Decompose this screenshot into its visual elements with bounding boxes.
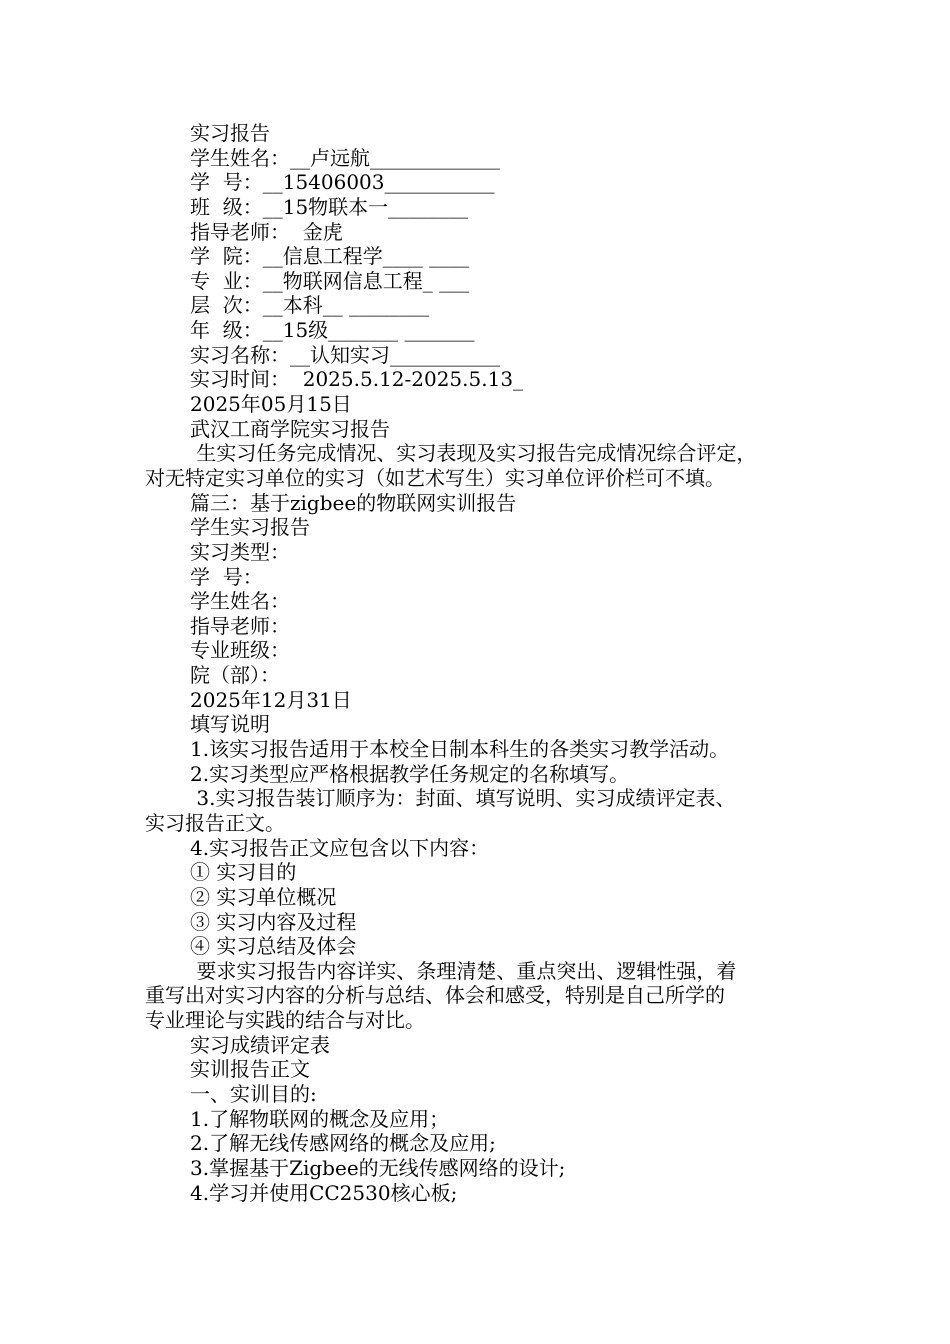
document-line: 实习成绩评定表: [190, 1032, 330, 1057]
document-line: 1.了解物联网的概念及应用；: [190, 1106, 450, 1131]
document-line: 实习名称：__认知实习___________: [190, 342, 500, 367]
document-line: 实习报告: [190, 121, 270, 145]
document-line: 要求实习报告内容详实、条理清楚、重点突出、逻辑性强，着: [190, 958, 737, 983]
document-line: 实习报告正文。: [145, 810, 285, 835]
document-line: 学生姓名：__卢远航_____________: [190, 145, 500, 170]
document-line: 专 业：__物联网信息工程_ ___: [190, 268, 470, 293]
document-body: [145, 121, 825, 1205]
document-line: 2.实习类型应严格根据教学任务规定的名称填写。: [190, 761, 630, 786]
document-line: 年 级：__15级_______ _______: [190, 318, 475, 343]
document-line: 专业班级：: [190, 638, 290, 663]
document-line: 填写说明: [190, 712, 270, 737]
document-line: 学 号：: [190, 564, 263, 589]
document-line: 专业理论与实践的结合与对比。: [145, 1008, 425, 1033]
document-line: ③ 实习内容及过程: [190, 909, 357, 934]
document-line: 学生姓名：: [190, 589, 290, 614]
document-line: 实习时间： 2025.5.12-2025.5.13_: [190, 367, 524, 392]
document-line: 实习类型：: [190, 539, 290, 564]
document-line: 4.学习并使用CC2530核心板;: [190, 1180, 458, 1205]
document-line: 4.实习报告正文应包含以下内容：: [190, 835, 490, 860]
document-line: ④ 实习总结及体会: [190, 934, 357, 959]
document-line: 武汉工商学院实习报告: [190, 416, 390, 441]
document-line: 班 级：__15物联本一________: [190, 194, 469, 219]
document-line: 对无特定实习单位的实习（如艺术写生）实习单位评价栏可不填。: [145, 465, 725, 490]
document-line: 实训报告正文: [190, 1057, 310, 1082]
document-line: 学 号：__15406003___________: [190, 170, 495, 195]
document-line: ① 实习目的: [190, 860, 297, 885]
document-line: 指导老师：: [190, 613, 290, 638]
document-line: 2025年05月15日: [190, 392, 352, 417]
document-line: 院（部）：: [190, 663, 280, 688]
document-line: 2025年12月31日: [190, 687, 352, 712]
document-line: 3.实习报告装订顺序为：封面、填写说明、实习成绩评定表、: [190, 786, 736, 811]
document-line: 指导老师： 金虎: [190, 219, 343, 244]
document-line: 篇三：基于zigbee的物联网实训报告: [190, 490, 517, 515]
document-line: 学 院：__信息工程学____ ____: [190, 244, 470, 269]
document-line: 层 次：__本科__ ________: [190, 293, 430, 318]
document-line: 一、实训目的:: [190, 1081, 317, 1106]
document-line: ② 实习单位概况: [190, 884, 337, 909]
document-line: 生实习任务完成情况、实习表现及实习报告完成情况综合评定，: [190, 441, 757, 466]
document-line: 学生实习报告: [190, 515, 310, 540]
document-line: 3.掌握基于Zigbee的无线传感网络的设计;: [190, 1155, 566, 1180]
document-line: 2.了解无线传感网络的概念及应用;: [190, 1131, 496, 1156]
document-line: 重写出对实习内容的分析与总结、体会和感受，特别是自己所学的: [145, 983, 725, 1008]
document-line: 1.该实习报告适用于本校全日制本科生的各类实习教学活动。: [190, 737, 730, 762]
